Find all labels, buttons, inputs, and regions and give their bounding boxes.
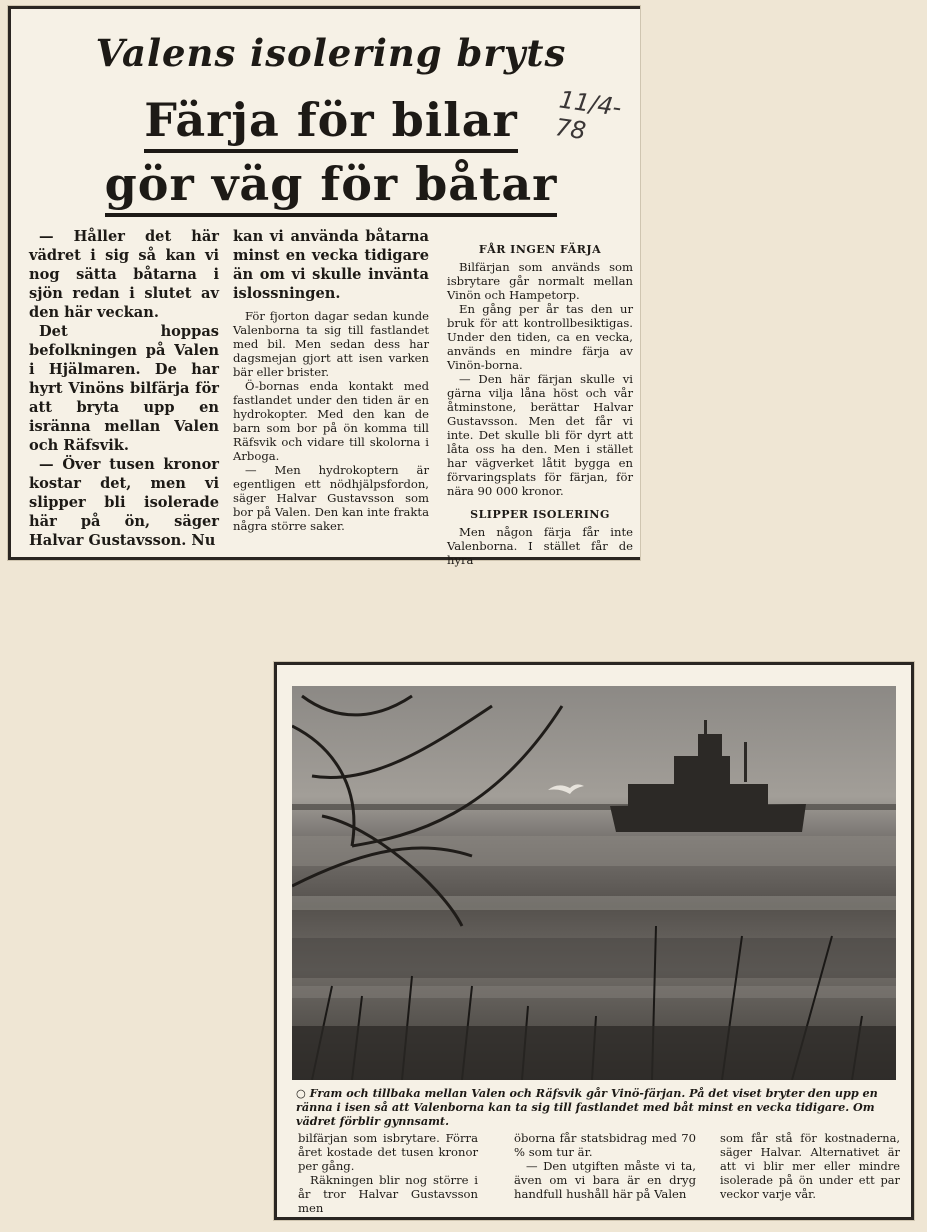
headline-line-1 (41, 93, 621, 147)
branches-icon (292, 696, 562, 926)
article-kicker: Valens isolering bryts (95, 31, 567, 75)
photo-caption: ○ Fram och tillbaka mellan Valen och Räfsvik går Vinö-färjan. På det viset bryter den upp en ränna i isen så att Valenborna kan ta sig till fastlandet med båt minst en vecka tidigare. Om vädret förblir gynnsamt. (296, 1086, 878, 1128)
continuation-column-1 (298, 1131, 478, 1215)
paragraph: som får stå för kostnaderna, säger Halvar. Alternativet är att vi blir mer eller mindre isolerade på ön under ett par veckor varje vår. (720, 1131, 900, 1201)
paragraph: Bilfärjan som används som isbrytare går normalt mellan Vinön och Hampetorp. (447, 260, 633, 302)
paragraph: En gång per år tas den ur bruk för att kontrollbesiktigas. Under den tiden, ca en vecka, används en mindre färja av Vinön-borna. (447, 302, 633, 372)
ferry-scene-illustration (292, 686, 896, 1080)
paragraph: För fjorton dagar sedan kunde Valenborna ta sig till fastlandet med bil. Men sedan dess har dagsmejan gjort att isen varken bär eller brister. (233, 309, 429, 379)
subheading: FÅR INGEN FÄRJA (478, 243, 602, 256)
article-column-2 (233, 227, 429, 533)
ferry-photo (292, 686, 896, 1080)
paragraph: — Håller det här vädret i sig så kan vi nog sätta båtarna i sjön redan i slutet av den här veckan. (29, 228, 219, 321)
paragraph: Ö-bornas enda kontakt med fastlandet under den tiden är en hydrokopter. Med den kan de barn som bor på ön komma till Räfsvik och vidare till skolorna i Arboga. (233, 379, 429, 463)
paragraph: — Men hydrokoptern är egentligen ett nödhjälpsfordon, säger Halvar Gustavsson som bor på Valen. Den kan inte frakta några större saker. (233, 463, 429, 533)
paragraph: — Den här färjan skulle vi gärna vilja låna höst och vår åtminstone, berättar Halvar Gustavsson. Men det får vi inte. Det skulle bli för dyrt att låta oss ha den. Men i stället har vägverket låtit bygga en förvaringsplats för färjan, för nära 90 000 kronor. (447, 372, 633, 498)
paragraph: bilfärjan som isbrytare. Förra året kostade det tusen kronor per gång. (298, 1131, 478, 1173)
headline-text-2: gör väg för båtar (105, 157, 558, 217)
handwritten-date: 11/4-78 (553, 85, 624, 146)
paragraph: — Den utgiften måste vi ta, även om vi bara är en dryg handfull hushåll här på Valen (514, 1159, 696, 1201)
swan-icon (548, 784, 584, 794)
subheading: SLIPPER ISOLERING (470, 508, 610, 521)
headline-line-2 (41, 157, 621, 211)
paragraph: Men någon färja får inte Valenborna. I stället får de hyra (447, 525, 633, 567)
paragraph: Det hoppas befolkningen på Valen i Hjälmaren. De har hyrt Vinöns bilfärja för att bryta upp en isränna mellan Valen och Räfsvik. (29, 323, 219, 454)
paragraph: Räkningen blir nog större i år tror Halvar Gustavsson men (298, 1173, 478, 1215)
article-clipping (8, 6, 640, 567)
article-column-1 (29, 227, 219, 550)
continuation-column-2 (514, 1131, 696, 1201)
article-column-3 (447, 227, 633, 567)
headline-text-1: Färja för bilar (144, 93, 518, 153)
paragraph-lead: kan vi använda båtarna minst en vecka tidigare än om vi skulle invänta islossningen. (233, 228, 429, 302)
continuation-column-3 (720, 1131, 900, 1201)
paragraph: — Över tusen kronor kostar det, men vi slipper bli isolerade här på ön, säger Halvar Gustavsson. Nu (29, 456, 219, 549)
ferry-icon (610, 720, 806, 832)
paragraph: öborna får statsbidrag med 70 % som tur är. (514, 1131, 696, 1159)
